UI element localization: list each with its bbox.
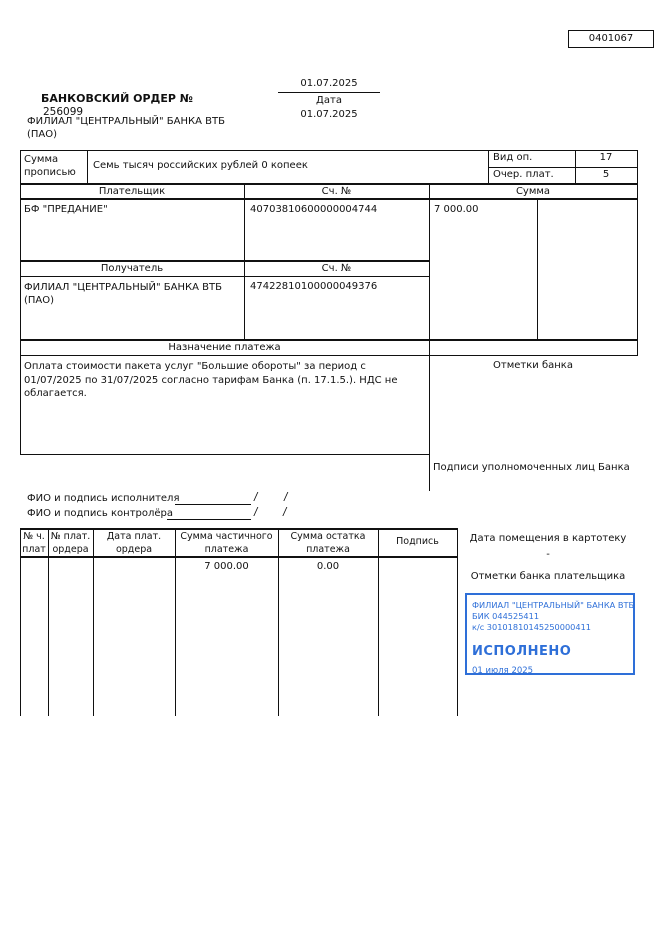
grid-line	[244, 183, 245, 340]
grid-line	[488, 150, 489, 184]
amount-words: Семь тысяч российских рублей 0 копеек	[93, 160, 308, 171]
grid-line	[48, 528, 49, 716]
grid-line	[488, 167, 637, 168]
partial-table-header-rest-amount: Сумма остатка платежа	[290, 531, 369, 555]
signature-slash: /	[282, 505, 288, 518]
partial-table-header-signature: Подпись	[396, 536, 439, 547]
partial-table-header-order-no: № плат. ордера	[50, 531, 94, 555]
priority-value: 5	[602, 169, 610, 180]
grid-line	[93, 528, 94, 716]
grid-line	[20, 260, 429, 262]
payee-account-header: Сч. №	[321, 263, 352, 274]
card-index-value: -	[546, 549, 550, 560]
signature-slash: /	[253, 490, 259, 503]
grid-line	[20, 528, 458, 530]
stamp-corr-account: к/с 30101810145250000411	[472, 622, 591, 632]
grid-line	[278, 528, 279, 716]
grid-line	[87, 150, 88, 184]
bank-branch-name: ФИЛИАЛ "ЦЕНТРАЛЬНЫЙ" БАНКА ВТБ (ПАО)	[27, 116, 229, 140]
bank-signatures-label: Подписи уполномоченных лиц Банка	[433, 462, 630, 473]
grid-line	[20, 339, 637, 341]
amount-words-label: Сумма прописью	[24, 154, 76, 178]
grid-line	[20, 150, 637, 151]
executor-signature-label: ФИО и подпись исполнителя	[27, 493, 180, 504]
payee-name: ФИЛИАЛ "ЦЕНТРАЛЬНЫЙ" БАНКА ВТБ (ПАО)	[24, 282, 226, 306]
signature-slash: /	[283, 490, 289, 503]
payer-header: Плательщик	[98, 186, 166, 197]
signature-slash: /	[253, 505, 259, 518]
date-value-bottom: 01.07.2025	[300, 109, 358, 120]
card-index-label: Дата помещения в картотеку	[469, 533, 627, 544]
op-type-label: Вид оп.	[493, 152, 533, 163]
grid-line	[20, 183, 637, 185]
partial-table-header-part-no: № ч. плат	[22, 531, 48, 555]
stamp-date: 01 июля 2025	[472, 666, 534, 676]
grid-line	[20, 198, 637, 200]
grid-line	[378, 528, 379, 716]
payer-account-header: Сч. №	[321, 186, 352, 197]
purpose-text: Оплата стоимости пакета услуг "Большие обороты" за период с 01/07/2025 по 31/07/2025 согласно тарифам Банка (п. 17.1.5.). НДС не облагается.	[24, 361, 401, 399]
form-code: 0401067	[588, 33, 634, 44]
grid-line	[537, 198, 538, 340]
stamp-bik: БИК 044525411	[472, 611, 540, 621]
document-title: БАНКОВСКИЙ ОРДЕР №	[41, 92, 193, 105]
payment-amount: 7 000.00	[434, 204, 479, 215]
payer-account: 40703810600000004744	[250, 204, 378, 215]
date-value-top: 01.07.2025	[300, 78, 358, 89]
grid-line	[429, 183, 430, 491]
grid-line	[20, 556, 458, 558]
rest-amount-value: 0.00	[316, 561, 340, 572]
stamp-status: ИСПОЛНЕНО	[472, 644, 572, 659]
grid-line	[637, 150, 638, 356]
bank-execution-stamp	[465, 593, 635, 675]
grid-line	[20, 355, 637, 356]
priority-label: Очер. плат.	[493, 169, 554, 180]
partial-table-header-order-date: Дата плат. ордера	[106, 531, 165, 555]
signature-line	[167, 508, 251, 520]
grid-line	[20, 528, 21, 716]
payer-name: БФ "ПРЕДАНИЕ"	[24, 204, 108, 215]
partial-amount-value: 7 000.00	[204, 561, 249, 572]
controller-signature-label: ФИО и подпись контролёра	[27, 508, 174, 519]
payer-bank-marks-label: Отметки банка плательщика	[470, 571, 626, 582]
grid-line	[20, 454, 429, 455]
form-code-box	[568, 30, 654, 48]
op-type-value: 17	[599, 152, 613, 163]
order-number: 256099	[43, 106, 84, 118]
amount-header: Сумма	[515, 186, 551, 197]
date-label: Дата	[316, 95, 342, 106]
purpose-header: Назначение платежа	[168, 342, 281, 353]
date-underline	[278, 92, 380, 93]
bank-marks-label: Отметки банка	[493, 360, 573, 371]
partial-table-header-partial-amount: Сумма частичного платежа	[180, 531, 276, 555]
signature-line	[175, 493, 251, 505]
grid-line	[20, 276, 429, 277]
payee-header: Получатель	[100, 263, 164, 274]
stamp-bank-name: ФИЛИАЛ "ЦЕНТРАЛЬНЫЙ" БАНКА ВТБ	[472, 600, 635, 610]
grid-line	[175, 528, 176, 716]
payee-account: 47422810100000049376	[250, 281, 378, 292]
